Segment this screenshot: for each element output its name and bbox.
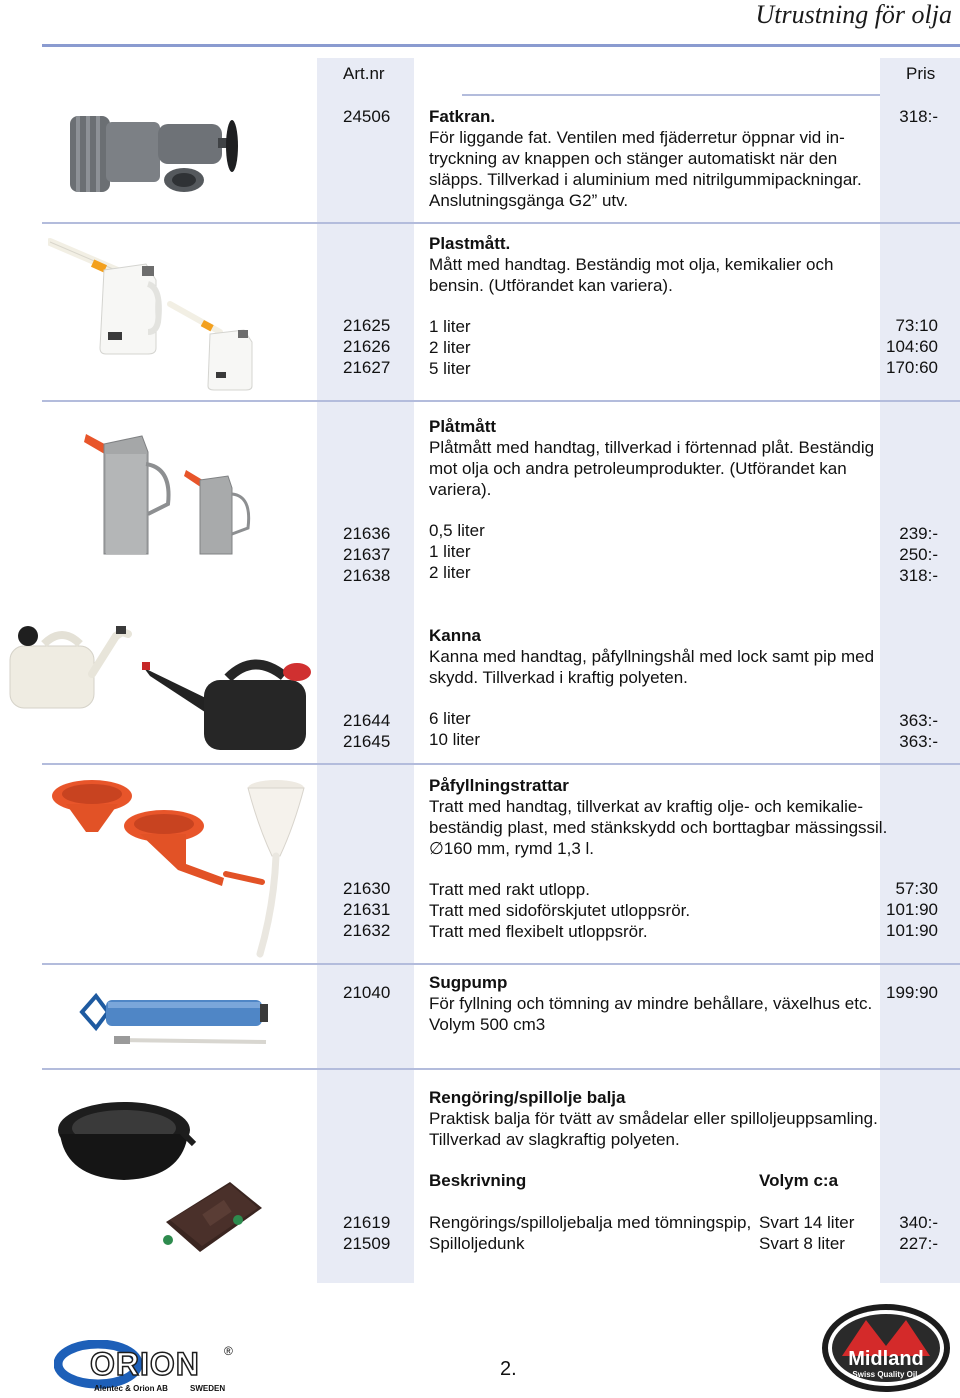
price-value: 363:- bbox=[899, 711, 938, 730]
artnr-value: 21631 bbox=[343, 900, 391, 919]
product-name: Sugpump bbox=[429, 973, 508, 992]
orion-logo bbox=[54, 1340, 244, 1398]
variant-value: 2 liter bbox=[429, 338, 471, 357]
variant-value: 10 liter bbox=[429, 730, 481, 749]
variant-value: Spilloljedunk bbox=[429, 1234, 525, 1253]
artnr-value: 21626 bbox=[343, 337, 391, 356]
price-list bbox=[899, 1212, 938, 1254]
variant-list bbox=[429, 316, 471, 379]
variant-value: Tratt med rakt utlopp. bbox=[429, 880, 590, 899]
volume-value: Svart 14 liter bbox=[759, 1213, 855, 1232]
registered-mark-icon: ® bbox=[224, 1344, 233, 1358]
variant-list bbox=[429, 708, 480, 750]
description-line: skydd. Tillverkad i kraftig polyeten. bbox=[429, 668, 688, 687]
product-description bbox=[429, 127, 862, 211]
price-list bbox=[886, 982, 938, 1003]
section-divider bbox=[42, 763, 960, 765]
balja-image bbox=[54, 1098, 274, 1264]
section-divider bbox=[42, 222, 960, 224]
variant-value: Tratt med flexibelt utloppsrör. bbox=[429, 922, 648, 941]
description-line: Tillverkad av slagkraftig polyeten. bbox=[429, 1130, 680, 1149]
artnr-value: 21619 bbox=[343, 1213, 391, 1232]
variant-value: Tratt med sidoförskjutet utloppsrör. bbox=[429, 901, 691, 920]
description-line: Tratt med handtag, tillverkat av kraftig olje- och kemikalie- bbox=[429, 797, 863, 816]
artnr-value: 24506 bbox=[343, 107, 391, 126]
price-value: 73:10 bbox=[895, 316, 938, 335]
variant-value: 0,5 liter bbox=[429, 521, 485, 540]
product-description bbox=[429, 437, 874, 500]
sugpump-image bbox=[76, 990, 272, 1048]
price-value: 199:90 bbox=[886, 983, 938, 1002]
description-line: Volym 500 cm3 bbox=[429, 1015, 546, 1034]
artnr-column-background bbox=[317, 58, 414, 1283]
description-line: släpps. Tillverkad i aluminium med nitrilgummipackningar. bbox=[429, 170, 862, 189]
price-value: 239:- bbox=[899, 524, 938, 543]
variant-value: 6 liter bbox=[429, 709, 471, 728]
platmatt-image bbox=[82, 424, 262, 560]
description-line: Anslutningsgänga G2” utv. bbox=[429, 191, 629, 210]
artnr-list bbox=[343, 106, 390, 127]
product-description bbox=[429, 254, 833, 296]
price-list bbox=[899, 523, 938, 586]
page-title: Utrustning för olja bbox=[755, 0, 952, 29]
artnr-value: 21630 bbox=[343, 879, 391, 898]
price-value: 104:60 bbox=[886, 337, 938, 356]
description-line: bensin. (Utförandet kan variera). bbox=[429, 276, 673, 295]
price-value: 318:- bbox=[899, 107, 938, 126]
artnr-list bbox=[343, 710, 390, 752]
orion-wordmark: ORION bbox=[90, 1346, 200, 1382]
orion-company-name: Alentec & Orion AB bbox=[94, 1384, 168, 1393]
product-name: Fatkran. bbox=[429, 107, 496, 126]
product-name: Påfyllningstrattar bbox=[429, 776, 569, 795]
artnr-list bbox=[343, 315, 390, 378]
price-column-background bbox=[880, 58, 960, 1283]
description-line: variera). bbox=[429, 480, 492, 499]
artnr-value: 21040 bbox=[343, 983, 391, 1002]
price-list bbox=[886, 878, 938, 941]
price-value: 318:- bbox=[899, 566, 938, 585]
product-description bbox=[429, 1108, 878, 1150]
artnr-value: 21636 bbox=[343, 524, 391, 543]
artnr-value: 21627 bbox=[343, 358, 391, 377]
price-value: 57:30 bbox=[895, 879, 938, 898]
fatkran-image bbox=[62, 102, 242, 206]
artnr-value: 21625 bbox=[343, 316, 391, 335]
price-value: 250:- bbox=[899, 545, 938, 564]
price-value: 170:60 bbox=[886, 358, 938, 377]
section-divider bbox=[42, 400, 960, 402]
artnr-list bbox=[343, 1212, 390, 1254]
product-name: Kanna bbox=[429, 626, 481, 645]
artnr-list bbox=[343, 523, 390, 586]
tratt-image bbox=[46, 776, 316, 958]
product-description bbox=[429, 796, 887, 859]
description-line: Praktisk balja för tvätt av smådelar eller spilloljeuppsamling. bbox=[429, 1109, 878, 1128]
price-list bbox=[886, 315, 938, 378]
description-line: För liggande fat. Ventilen med fjäderretur öppnar vid in- bbox=[429, 128, 845, 147]
artnr-value: 21638 bbox=[343, 566, 391, 585]
section-divider bbox=[42, 963, 960, 965]
artnr-list bbox=[343, 878, 390, 941]
product-description bbox=[429, 993, 872, 1035]
price-header: Pris bbox=[906, 64, 936, 83]
variant-value: 1 liter bbox=[429, 317, 471, 336]
price-value: 227:- bbox=[899, 1234, 938, 1253]
product-name: Plastmått. bbox=[429, 234, 511, 253]
volume-list bbox=[759, 1212, 854, 1254]
page-number: 2. bbox=[500, 1358, 517, 1380]
variant-value: 5 liter bbox=[429, 359, 471, 378]
table-header-volume: Volym c:a bbox=[759, 1171, 839, 1190]
price-value: 101:90 bbox=[886, 921, 938, 940]
description-line: tryckning av knappen och stänger automatiskt när den bbox=[429, 149, 838, 168]
variant-list bbox=[429, 520, 485, 583]
section-divider bbox=[42, 1068, 960, 1070]
price-value: 340:- bbox=[899, 1213, 938, 1232]
variant-value: 1 liter bbox=[429, 542, 471, 561]
volume-value: Svart 8 liter bbox=[759, 1234, 845, 1253]
artnr-list bbox=[343, 982, 390, 1003]
artnr-value: 21637 bbox=[343, 545, 391, 564]
plastmatt-image bbox=[48, 236, 268, 394]
midland-logo bbox=[820, 1302, 952, 1394]
price-value: 363:- bbox=[899, 732, 938, 751]
variant-list bbox=[429, 1212, 751, 1254]
product-name: Rengöring/spillolje balja bbox=[429, 1088, 626, 1107]
kanna-image bbox=[4, 624, 314, 754]
table-header-description: Beskrivning bbox=[429, 1171, 527, 1190]
header-underline bbox=[462, 94, 880, 96]
variant-list bbox=[429, 879, 690, 942]
description-line: Kanna med handtag, påfyllningshål med lock samt pip med bbox=[429, 647, 875, 666]
description-line: Plåtmått med handtag, tillverkad i förtennad plåt. Beständig bbox=[429, 438, 875, 457]
product-name: Plåtmått bbox=[429, 417, 497, 436]
artnr-header: Art.nr bbox=[343, 64, 385, 83]
description-line: Mått med handtag. Beständig mot olja, kemikalier och bbox=[429, 255, 834, 274]
price-list bbox=[899, 106, 938, 127]
artnr-value: 21644 bbox=[343, 711, 391, 730]
variant-value: 2 liter bbox=[429, 563, 471, 582]
description-line: beständig plast, med stänkskydd och borttagbar mässingssil. bbox=[429, 818, 888, 837]
orion-country: SWEDEN bbox=[190, 1384, 226, 1393]
price-value: 101:90 bbox=[886, 900, 938, 919]
artnr-value: 21509 bbox=[343, 1234, 391, 1253]
description-line: För fyllning och tömning av mindre behållare, växelhus etc. bbox=[429, 994, 873, 1013]
artnr-value: 21645 bbox=[343, 732, 391, 751]
midland-wordmark: Midland bbox=[848, 1348, 924, 1370]
product-description bbox=[429, 646, 874, 688]
artnr-value: 21632 bbox=[343, 921, 391, 940]
variant-value: Rengörings/spilloljebalja med tömningspip, bbox=[429, 1213, 752, 1232]
midland-tagline: Swiss Quality Oil. bbox=[852, 1370, 920, 1379]
header-rule bbox=[42, 44, 960, 47]
description-line: ∅160 mm, rymd 1,3 l. bbox=[429, 839, 595, 858]
description-line: mot olja och andra petroleumprodukter. (Utförandet kan bbox=[429, 459, 847, 478]
price-list bbox=[899, 710, 938, 752]
